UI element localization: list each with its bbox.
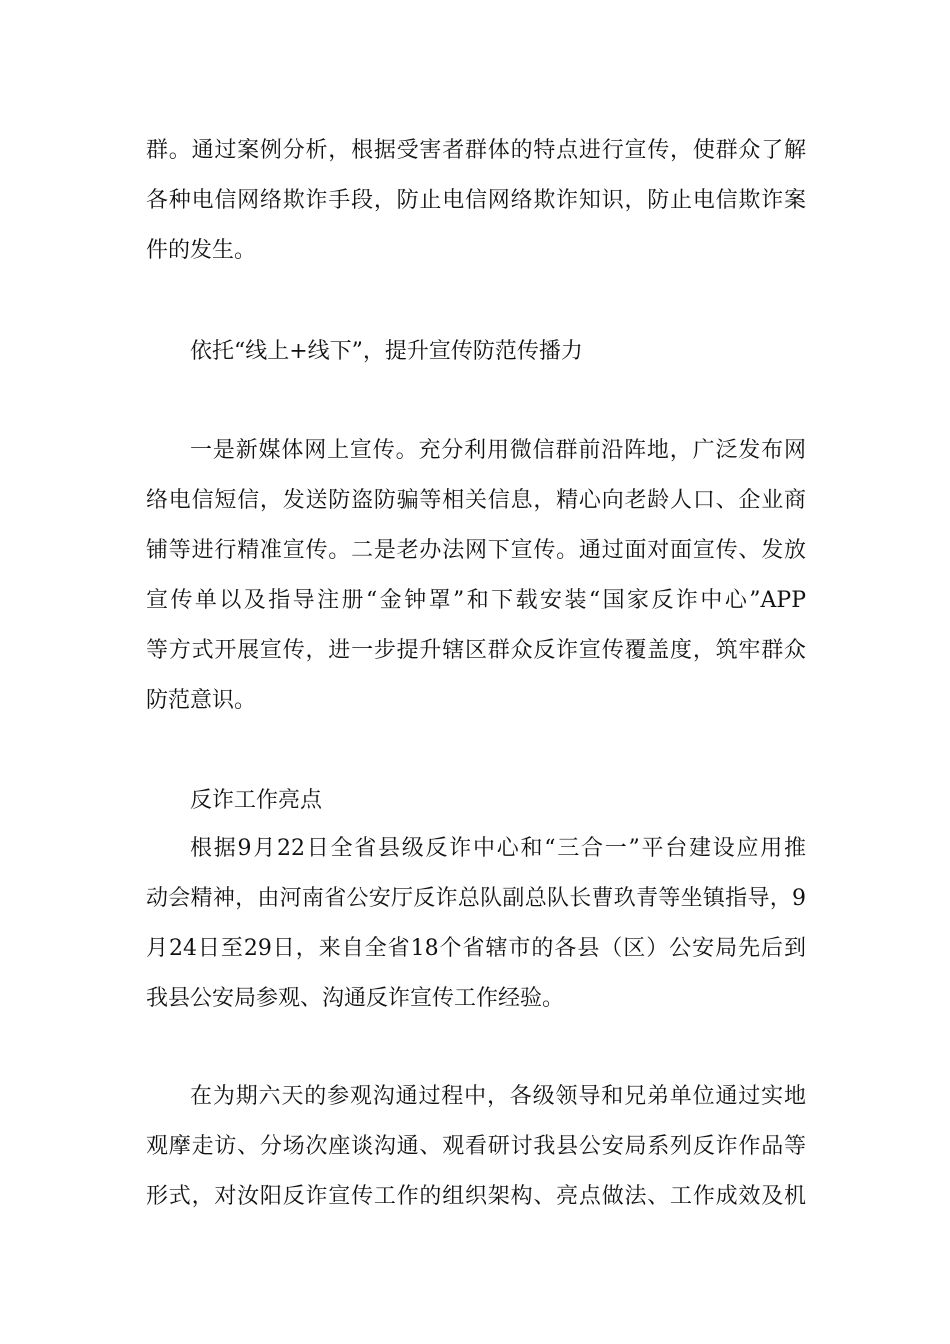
paragraph-line: 防范意识。 [146, 688, 257, 713]
paragraph-line: 络电信短信，发送防盗防骗等相关信息，精心向老龄人口、企业商 [146, 488, 806, 513]
paragraph-line: 我县公安局参观、沟通反诈宣传工作经验。 [146, 986, 565, 1011]
paragraph-line: 根据9月22日全省县级反诈中心和“三合一”平台建设应用推 [190, 836, 806, 861]
paragraph-line: 动会精神，由河南省公安厅反诈总队副总队长曹玖青等坐镇指导，9 [146, 886, 806, 911]
paragraph-line: 一是新媒体网上宣传。充分利用微信群前沿阵地，广泛发布网 [190, 438, 806, 463]
paragraph-line: 宣传单以及指导注册“金钟罩”和下载安装“国家反诈中心”APP [146, 588, 806, 613]
paragraph-line: 月24日至29日，来自全省18个省辖市的各县（区）公安局先后到 [146, 936, 806, 961]
section-heading: 反诈工作亮点 [190, 788, 323, 813]
paragraph-line: 等方式开展宣传，进一步提升辖区群众反诈宣传覆盖度，筑牢群众 [146, 638, 806, 663]
paragraph-line: 形式，对汝阳反诈宣传工作的组织架构、亮点做法、工作成效及机 [146, 1184, 806, 1209]
paragraph-line: 观摩走访、分场次座谈沟通、观看研讨我县公安局系列反诈作品等 [146, 1134, 806, 1159]
paragraph-line: 铺等进行精准宣传。二是老办法网下宣传。通过面对面宣传、发放 [146, 538, 806, 563]
paragraph-line: 在为期六天的参观沟通过程中，各级领导和兄弟单位通过实地 [190, 1084, 806, 1109]
paragraph-line: 群。通过案例分析，根据受害者群体的特点进行宣传，使群众了解 [146, 138, 806, 163]
paragraph-line: 各种电信网络欺诈手段，防止电信网络欺诈知识，防止电信欺诈案 [146, 188, 806, 213]
section-heading: 依托“线上+线下”，提升宣传防范传播力 [190, 339, 583, 364]
paragraph-line: 件的发生。 [146, 238, 257, 263]
